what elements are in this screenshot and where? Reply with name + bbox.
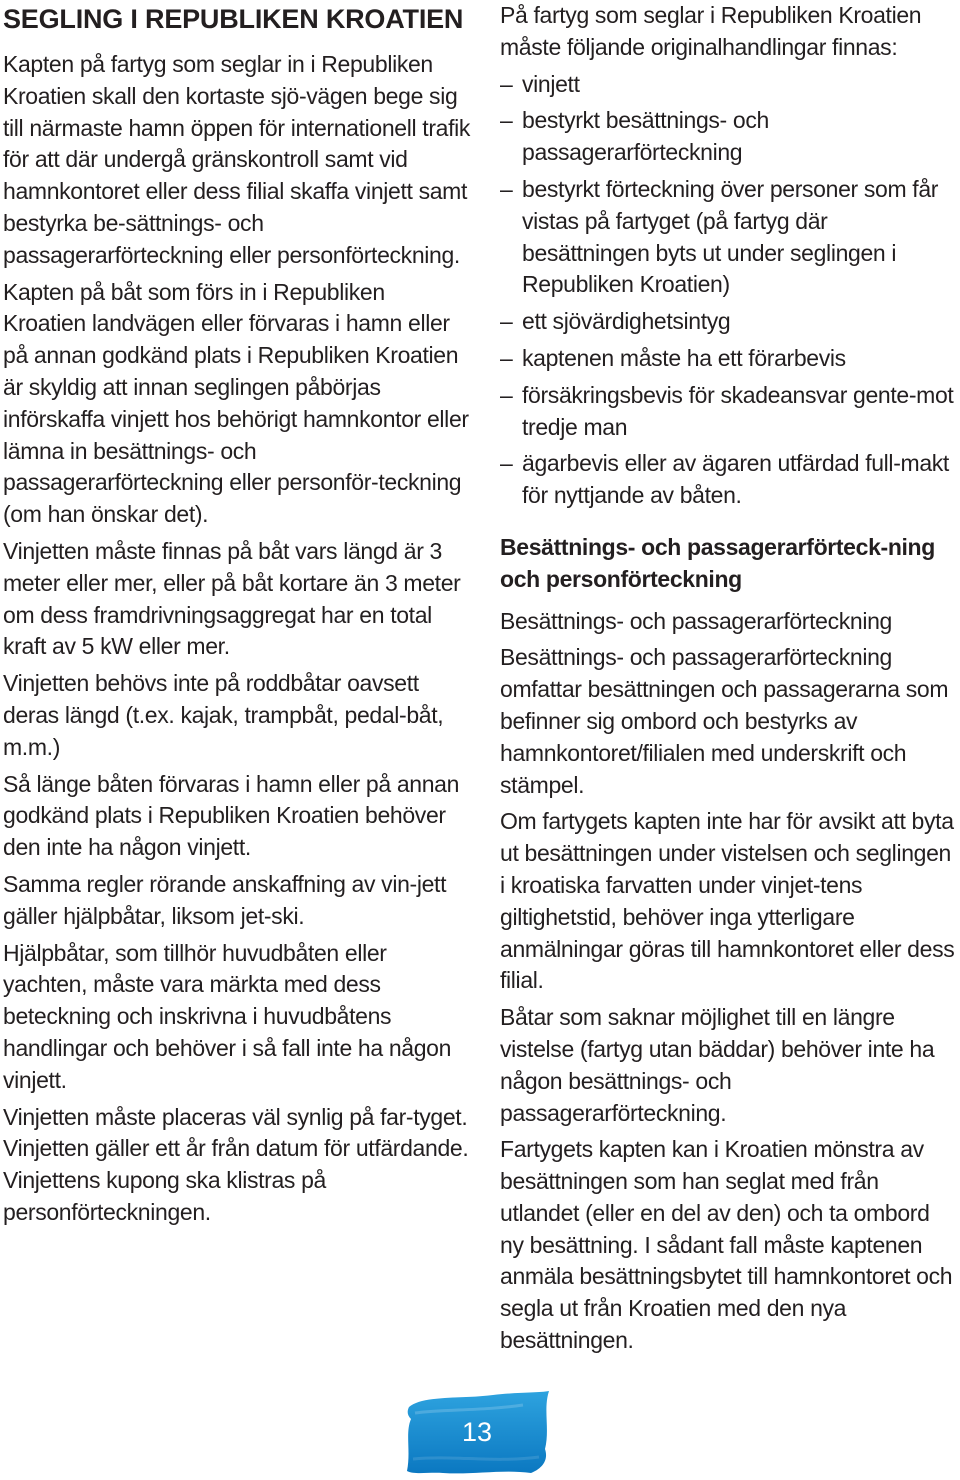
page-number: 13 [461, 1416, 493, 1447]
paragraph: Besättnings- och passagerarförteckning omfattar besättningen och passagerarna som befinner sig ombord och bestyrks av hamnkontoret/filialen med underskrift och stämpel. [500, 644, 949, 798]
list-item: – bestyrkt besättnings- och passagerarförteckning [500, 105, 958, 169]
paragraph: Så länge båten förvaras i hamn eller på annan godkänd plats i Republiken Kroatien behöver den inte ha någon vinjett. [3, 770, 460, 861]
page-number-badge [403, 1389, 551, 1475]
list-item: – ett sjövärdighetsintyg [500, 306, 958, 338]
paragraph: Kapten på båt som förs in i Republiken Kroatien landvägen eller förvaras i hamn eller på annan godkänd plats i Republiken Kroatien är skyldig att innan seglingen påbörjas införskaffa vinjett hos behörigt hamnkontor eller lämna in besättnings- och passagerarförteckning eller personför-teckning (om han önskar det). [3, 278, 469, 528]
paragraph: Om fartygets kapten inte har för avsikt att byta ut besättningen under vistelsen och seglingen i kroatiska farvatten under vinjet-tens giltighetstid, behöver inga ytterligare anmälningar göras till hamnkontoret eller dess filial. [500, 808, 955, 994]
paragraph: Besättnings- och passagerarförteckning [500, 607, 892, 634]
paragraph: Båtar som saknar möjlighet till en längre vistelse (fartyg utan bäddar) behöver inte ha någon besättnings- och passagerarförteckning. [500, 1004, 935, 1126]
paragraph: Fartygets kapten kan i Kroatien mönstra av besättningen som han seglat med från utlandet (eller en del av den) och ta ombord ny besättning. I sådant fall måste kaptenen anmäla besättningsbytet till hamnkontoret och segla ut från Kroatien med den nya besättningen. [500, 1136, 953, 1354]
right-column [500, 0, 958, 1362]
paragraph: Vinjetten måste placeras väl synlig på far-tyget. Vinjetten gäller ett år från datum för utfärdande. Vinjettens kupong ska klistras på personförteckningen. [3, 1103, 469, 1225]
paragraph: Hjälpbåtar, som tillhör huvudbåten eller yachten, måste vara märkta med dess beteckning och inskrivna i huvudbåtens handlingar och behöver i så fall inte ha någon vinjett. [3, 939, 452, 1093]
paragraph: Vinjetten måste finnas på båt vars längd är 3 meter eller mer, eller på båt kortare än 3 meter om dess framdrivningsaggregat har en total kraft av 5 kW eller mer. [3, 537, 461, 660]
list-item: – ägarbevis eller av ägaren utfärdad full-makt för nyttjande av båten. [500, 448, 958, 512]
list-item: – bestyrkt förteckning över personer som får vistas på fartyget (på fartyg där besättningen byts ut under seglingen i Republiken Kroatien) [500, 174, 958, 301]
paragraph: Vinjetten behövs inte på roddbåtar oavsett deras längd (t.ex. kajak, trampbåt, pedal-båt, m.m.) [3, 670, 444, 760]
list-item: – kaptenen måste ha ett förarbevis [500, 343, 958, 375]
paragraph: Samma regler rörande anskaffning av vin-jett gäller hjälpbåtar, liksom jet-ski. [3, 870, 447, 929]
intro-paragraph: På fartyg som seglar i Republiken Kroatien måste följande originalhandlingar finnas: [500, 2, 922, 60]
list-item: – vinjett [500, 69, 958, 101]
subheading: Besättnings- och passagerarförteck-ning och personförteckning [500, 533, 935, 592]
list-item: – försäkringsbevis för skadeansvar gente-mot tredje man [500, 380, 958, 444]
paragraph: Kapten på fartyg som seglar in i Republiken Kroatien skall den kortaste sjö-vägen bege sig till närmaste hamn öppen för internationell trafik för att där undergå gränskontroll samt vid hamnkontoret eller dess filial skaffa vinjett samt bestyrka be-sättnings- och passagerarförteckning eller personförteckning. [3, 51, 471, 268]
left-column [3, 0, 473, 1234]
section-title: SEGLING I REPUBLIKEN KROATIEN [3, 4, 464, 34]
